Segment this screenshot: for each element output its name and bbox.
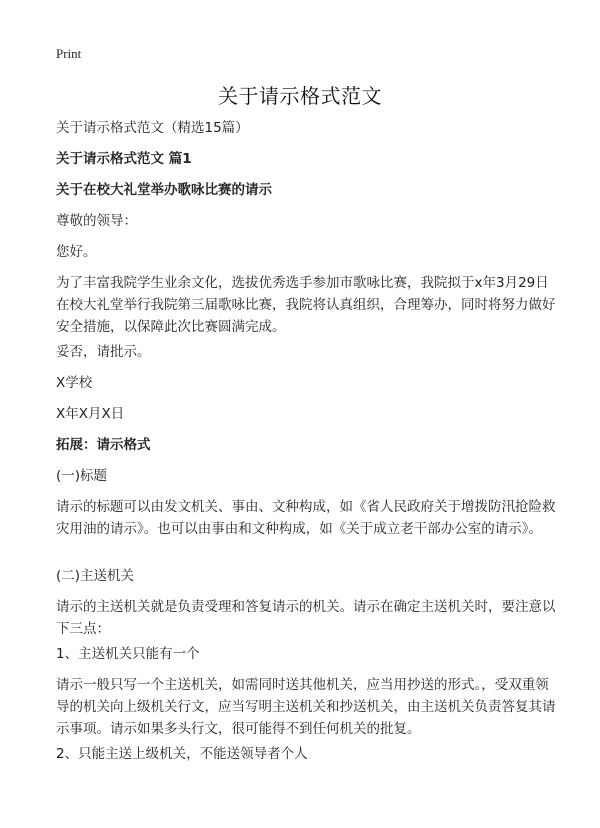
body-paragraph: 为了丰富我院学生业余文化，选拔优秀选手参加市歌咏比赛，我院拟于x年3月29日在校大礼堂举行我院第三届歌咏比赛，我院将认真组织，合理筹办，同时将努力做好安全措施，以保障此次比赛圆满完成。 [56,275,556,335]
extension-heading: 拓展：请示格式 [56,437,151,453]
salutation: 尊敬的领导： [56,213,137,229]
item1-text: 请示的标题可以由发文机关、事由、文种构成，如《省人民政府关于增拨防汛抢险救灾用油的请示》。也可以由事由和文种构成，如《关于成立老干部办公室的请示》。 [56,499,556,537]
signature-date: X年X月X日 [56,406,125,422]
point1-text: 请示一般只写一个主送机关，如需同时送其他机关，应当用抄送的形式。，受双重领导的机关向上级机关行文，应当写明主送机关和抄送机关，由主送机关负责答复其请示事项。请示如果多头行文，很可能得不到任何机关的批复。 [56,677,556,737]
document-subtitle: 关于请示格式范文（精选15篇） [56,120,249,136]
point1-label: 1、主送机关只能有一个 [56,646,200,662]
point2-label: 2、只能主送上级机关，不能送领导者个人 [56,746,308,762]
signature-org: X学校 [56,375,93,391]
item2-text: 请示的主送机关就是负责受理和答复请示的机关。请示在确定主送机关时，要注意以下三点： [56,599,556,637]
greeting: 您好。 [56,244,97,260]
section-heading: 关于请示格式范文 篇1 [56,151,192,167]
item2-label: (二)主送机关 [56,568,135,584]
closing-text: 妥否，请批示。 [56,344,151,360]
document-title: 关于请示格式范文 [218,84,382,108]
item1-label: (一)标题 [56,468,108,484]
print-link[interactable]: Print [56,46,82,61]
letter-title: 关于在校大礼堂举办歌咏比赛的请示 [56,182,272,198]
